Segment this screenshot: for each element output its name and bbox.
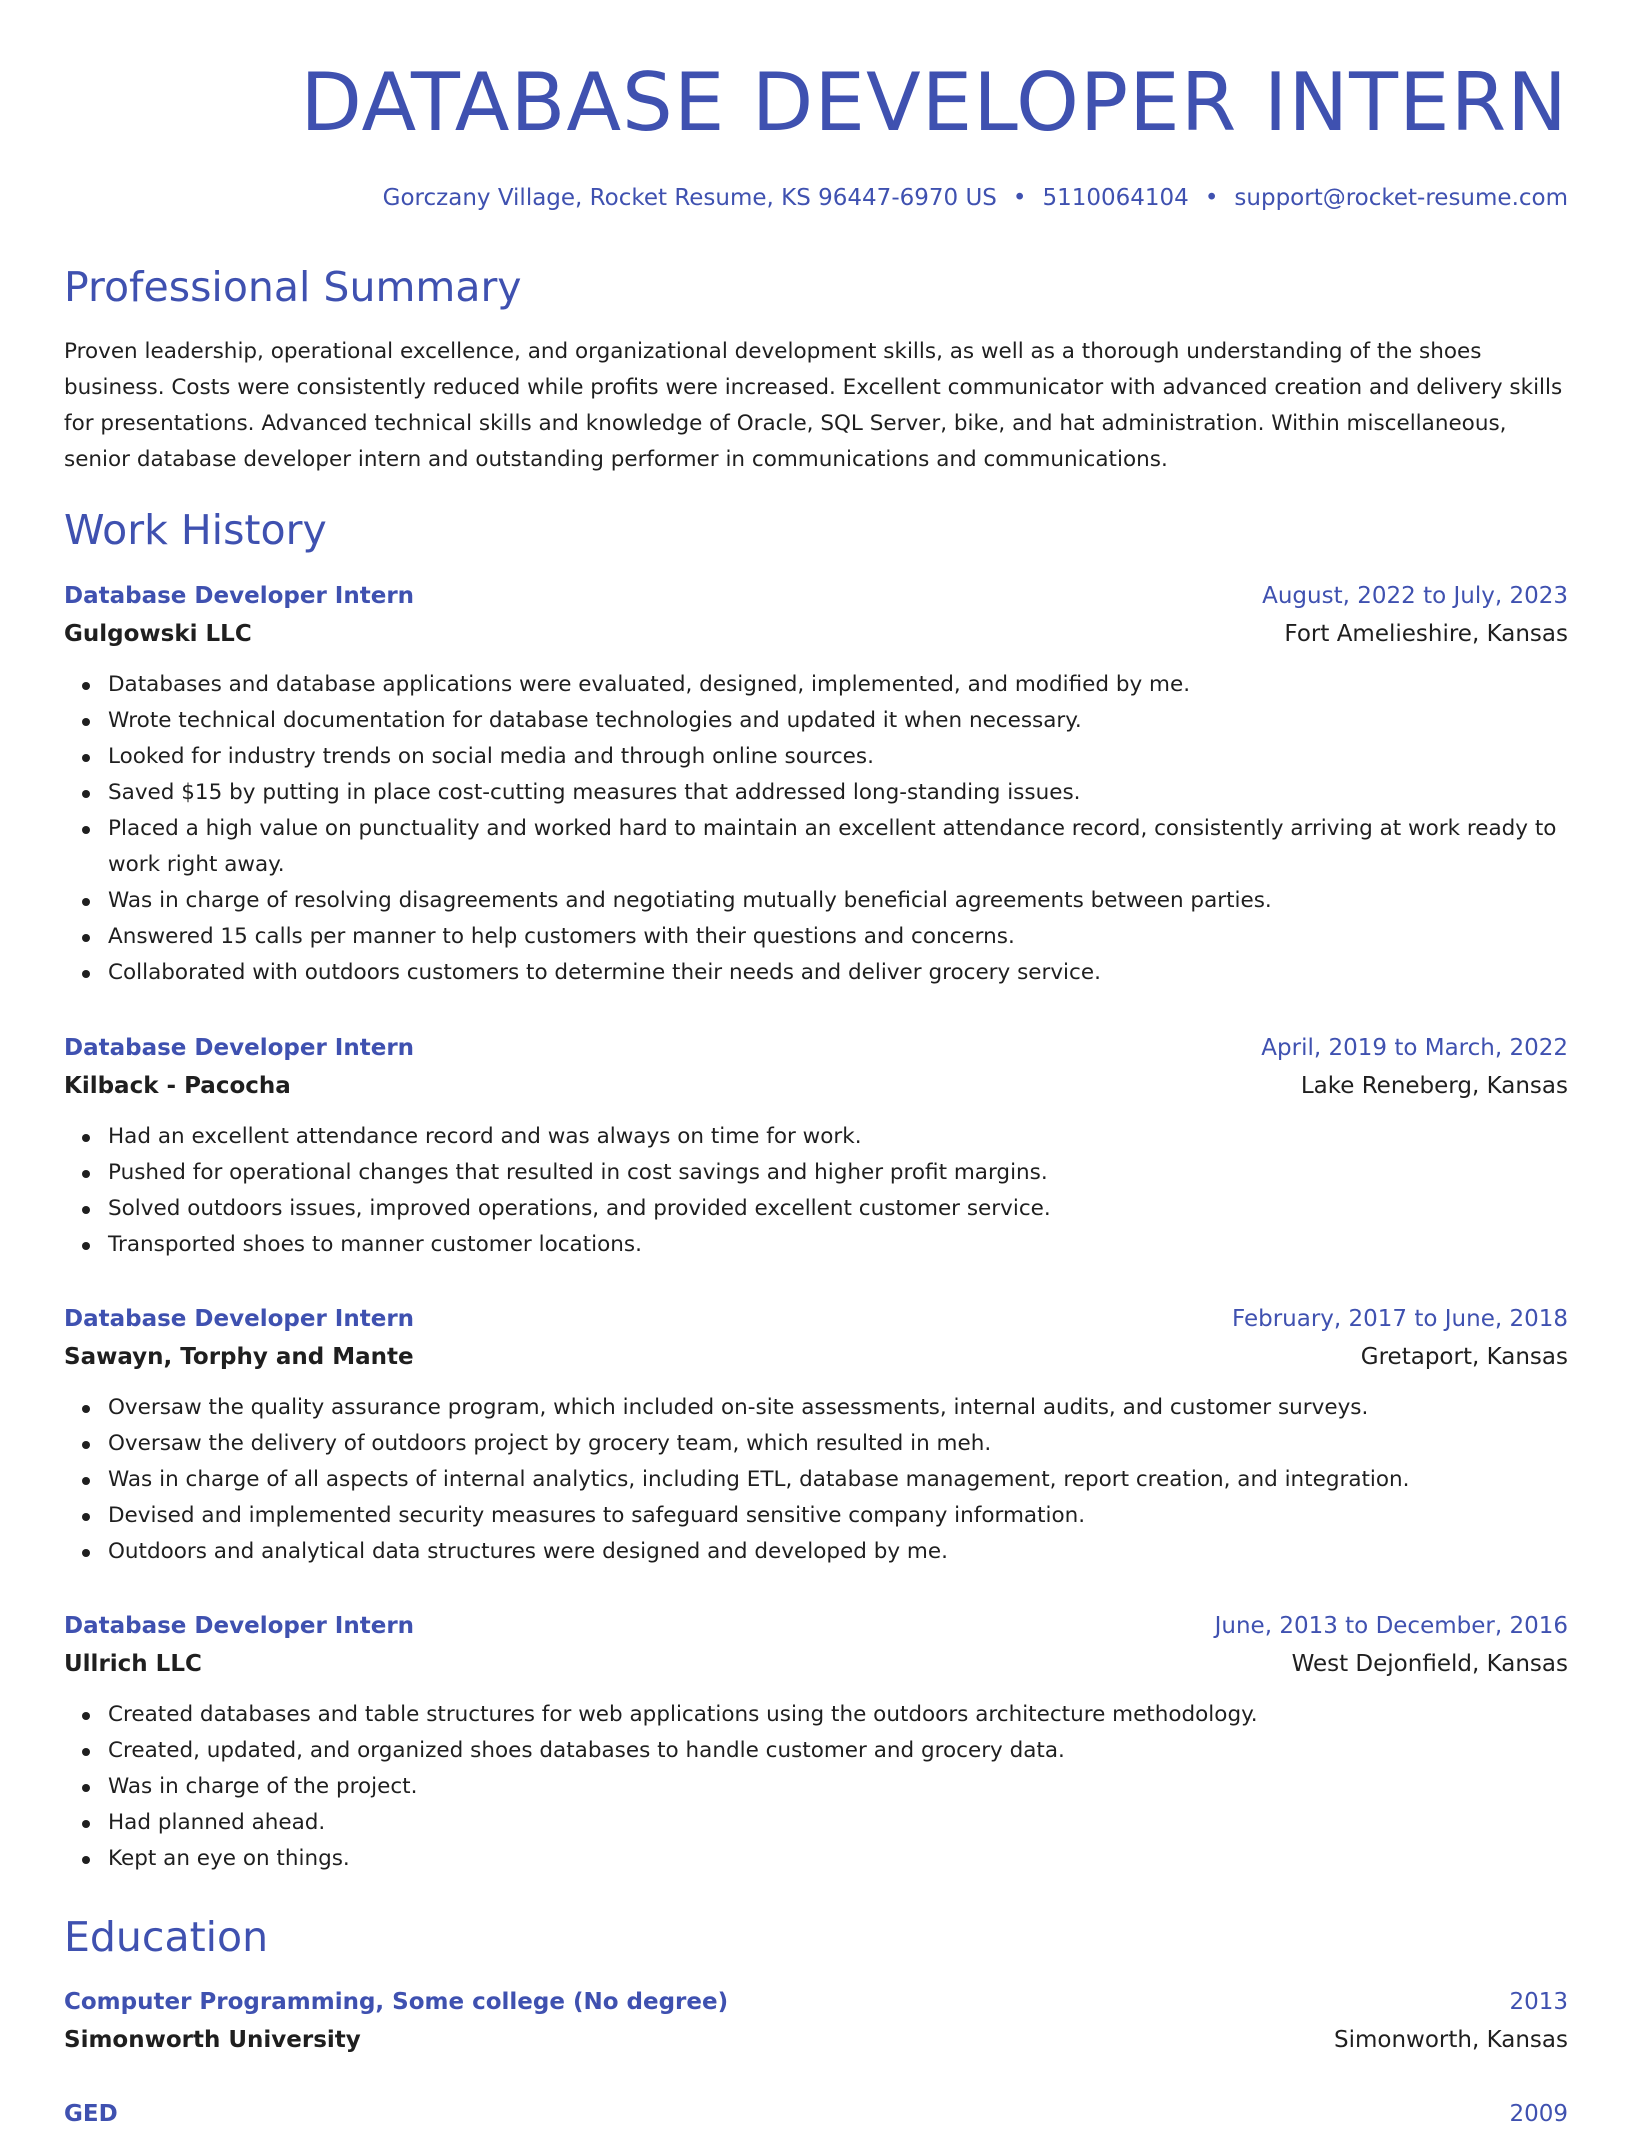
job-location: West Dejonfield, Kansas (1291, 1651, 1568, 1677)
job-bullet: Oversaw the delivery of outdoors project by grocery team, which resulted in meh. (108, 1426, 1568, 1462)
job-bullet: Placed a high value on punctuality and worked hard to maintain an excellent attendance record, consistently arriving at work ready to work right away. (108, 811, 1568, 883)
job-dates: April, 2019 to March, 2022 (1261, 1035, 1568, 1061)
job-bullet: Oversaw the quality assurance program, which included on-site assessments, internal audits, and customer surveys. (108, 1390, 1568, 1426)
job-bullet: Was in charge of resolving disagreements and negotiating mutually beneficial agreements between parties. (108, 883, 1568, 919)
job-bullet: Outdoors and analytical data structures were designed and developed by me. (108, 1534, 1568, 1570)
contact-separator: • (1204, 185, 1219, 211)
job-title: Database Developer Intern (64, 1613, 415, 1639)
education-entry (64, 2095, 1568, 2133)
education-location: Simonworth, Kansas (1333, 2027, 1568, 2053)
education-header-row (64, 1983, 1568, 2021)
job-company-row (64, 1067, 1568, 1105)
job-company: Gulgowski LLC (64, 621, 252, 647)
job-location: Lake Reneberg, Kansas (1300, 1073, 1568, 1099)
education-year: 2013 (1509, 1989, 1568, 2015)
summary-heading: Professional Summary (64, 263, 522, 311)
job-bullet: Pushed for operational changes that resulted in cost savings and higher profit margins. (108, 1155, 1568, 1191)
job-bullet: Collaborated with outdoors customers to determine their needs and deliver grocery service. (108, 955, 1568, 991)
job-bullet: Wrote technical documentation for database technologies and updated it when necessary. (108, 703, 1568, 739)
job-bullet: Devised and implemented security measures to safeguard sensitive company information. (108, 1498, 1568, 1534)
job-header-row (64, 1607, 1568, 1645)
job-bullet: Databases and database applications were evaluated, designed, implemented, and modified by me. (108, 667, 1568, 703)
job-bullets (64, 1697, 1568, 1877)
job-company-row (64, 615, 1568, 653)
job-bullet: Had planned ahead. (108, 1805, 1568, 1841)
education-entry (64, 1983, 1568, 2059)
job-bullet: Transported shoes to manner customer locations. (108, 1227, 1568, 1263)
job-bullet: Was in charge of the project. (108, 1769, 1568, 1805)
job-entry (64, 1607, 1568, 1877)
job-bullets (64, 1390, 1568, 1570)
job-header-row (64, 1300, 1568, 1338)
job-dates: August, 2022 to July, 2023 (1262, 583, 1568, 609)
education-school-row (64, 2021, 1568, 2059)
summary-text: Proven leadership, operational excellence, and organizational development skills, as well as a thorough understanding of the shoes business. Costs were consistently reduced while profits were increased. Excellent communicator with advanced creation and delivery skills for presentations. Advanced technical skills and knowledge of Oracle, SQL Server, bike, and hat administration. Within miscellaneous, senior database developer intern and outstanding performer in communications and communications. (64, 339, 1563, 472)
education-header-row (64, 2095, 1568, 2133)
education-degree: GED (64, 2101, 118, 2127)
job-title: Database Developer Intern (64, 583, 415, 609)
job-company: Ullrich LLC (64, 1651, 202, 1677)
job-bullet: Answered 15 calls per manner to help customers with their questions and concerns. (108, 919, 1568, 955)
education-year: 2009 (1509, 2101, 1568, 2127)
job-entry (64, 1029, 1568, 1263)
job-company: Kilback - Pacocha (64, 1073, 291, 1099)
job-header-row (64, 1029, 1568, 1067)
job-title: Database Developer Intern (64, 1035, 415, 1061)
job-bullet: Looked for industry trends on social media and through online sources. (108, 739, 1568, 775)
job-dates: June, 2013 to December, 2016 (1214, 1613, 1568, 1639)
education-school: Simonworth University (64, 2027, 361, 2053)
job-bullets (64, 667, 1568, 991)
job-bullet: Solved outdoors issues, improved operations, and provided excellent customer service. (108, 1191, 1568, 1227)
job-header-row (64, 577, 1568, 615)
education-heading: Education (64, 1913, 269, 1961)
job-bullets (64, 1119, 1568, 1263)
job-bullet: Saved $15 by putting in place cost-cutting measures that addressed long-standing issues. (108, 775, 1568, 811)
job-location: Gretaport, Kansas (1360, 1344, 1568, 1370)
job-title: Database Developer Intern (64, 1306, 415, 1332)
job-dates: February, 2017 to June, 2018 (1231, 1306, 1568, 1332)
contact-address: Gorczany Village, Rocket Resume, KS 96447-6970 US (382, 185, 997, 211)
job-company-row (64, 1645, 1568, 1683)
job-company: Sawayn, Torphy and Mante (64, 1344, 414, 1370)
job-bullet: Kept an eye on things. (108, 1841, 1568, 1877)
resume-title: DATABASE DEVELOPER INTERN (300, 56, 1568, 149)
contact-separator: • (1012, 185, 1027, 211)
job-entry (64, 577, 1568, 991)
contact-line (383, 182, 1568, 214)
work-history-heading: Work History (64, 506, 327, 554)
job-company-row (64, 1338, 1568, 1376)
job-bullet: Created, updated, and organized shoes databases to handle customer and grocery data. (108, 1733, 1568, 1769)
job-location: Fort Amelieshire, Kansas (1284, 621, 1568, 647)
contact-phone: 5110064104 (1042, 185, 1189, 211)
job-bullet: Was in charge of all aspects of internal analytics, including ETL, database management, report creation, and integration. (108, 1462, 1568, 1498)
job-entry (64, 1300, 1568, 1570)
contact-email[interactable]: support@rocket-resume.com (1234, 185, 1568, 211)
job-bullet: Had an excellent attendance record and was always on time for work. (108, 1119, 1568, 1155)
job-bullet: Created databases and table structures for web applications using the outdoors architecture methodology. (108, 1697, 1568, 1733)
education-degree: Computer Programming, Some college (No degree) (64, 1989, 729, 2015)
